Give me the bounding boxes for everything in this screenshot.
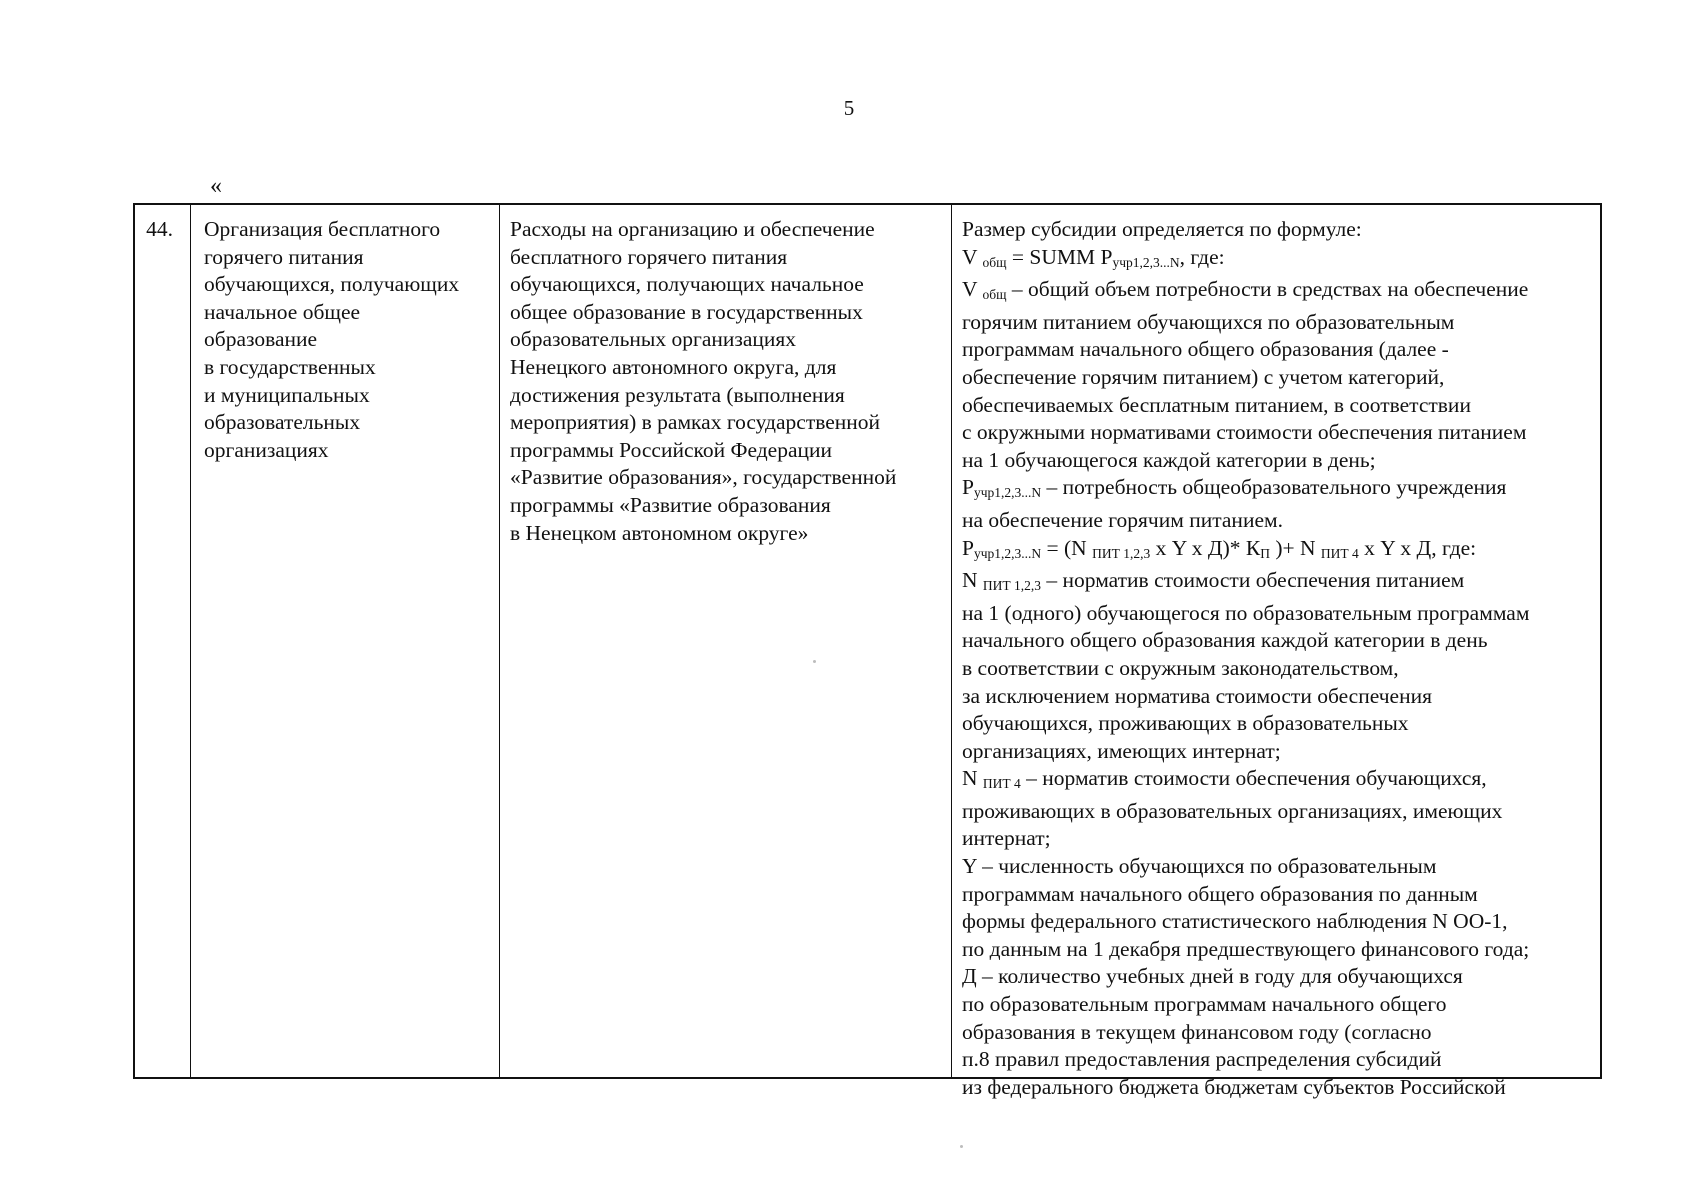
description-line: обучающихся, получающих начальное (510, 272, 864, 297)
measure-name-line: образование (204, 327, 318, 352)
y-definition-line: программам начального общего образования по данным (962, 881, 1478, 906)
description-line: Ненецкого автономного округа, для (510, 354, 837, 379)
subsidy-formula-cell (952, 205, 1600, 1099)
v-definition-line: горячим питанием обучающихся по образовательным (962, 309, 1455, 334)
scan-speck (813, 660, 816, 663)
measure-name-line: обучающихся, получающих (204, 272, 460, 297)
v-definition-line: на 1 обучающегося каждой категории в день; (962, 447, 1376, 472)
d-definition-line: п.8 правил предоставления распределения субсидий (962, 1047, 1442, 1072)
description-line: образовательных организациях (510, 327, 797, 352)
p-definition-line: на обеспечение горячим питанием. (962, 507, 1283, 532)
description-line: мероприятия) в рамках государственной (510, 410, 881, 435)
description-line: достижения результата (выполнения (510, 382, 845, 407)
n123-definition: N $_{ПИТ 1,2,3}$ – норматив стоимости обеспечения питанием (962, 568, 1465, 594)
y-definition-line: формы федерального статистического наблюдения N ОО-1, (962, 909, 1508, 934)
v-definition-line: обеспечиваемых бесплатным питанием, в соответствии (962, 392, 1471, 417)
n123-definition-line: организациях, имеющих интернат; (962, 738, 1281, 763)
d-definition-line: из федерального бюджета бюджетам субъектов Российской (962, 1074, 1506, 1099)
y-definition-line: по данным на 1 декабря предшествующего финансового года; (962, 936, 1530, 961)
n123-definition-line: обучающихся, проживающих в образовательных (962, 711, 1409, 736)
measure-name-line: организациях (204, 437, 329, 462)
row-number-cell (135, 205, 191, 1077)
v-definition-line: программам начального общего образования (далее - (962, 337, 1449, 362)
n123-definition-line: в соответствии с окружным законодательством, (962, 655, 1399, 680)
measure-name-cell (191, 205, 500, 1077)
n4-definition: N $_{ПИТ 4}$ – норматив стоимости обеспечения обучающихся, (962, 766, 1487, 792)
document-table (133, 203, 1602, 1099)
scan-speck (960, 1145, 963, 1148)
d-definition-line: образования в текущем финансовом году (согласно (962, 1019, 1432, 1044)
page-number: 5 (843, 96, 855, 120)
p-definition: $P_{учр1,2,3...N}$ – потребность общеобразовательного учреждения (962, 475, 1507, 501)
row-number: 44. (146, 217, 173, 241)
v-definition: V $_{общ}$ – общий объем потребности в средствах на обеспечение (962, 277, 1529, 303)
d-definition-line: по образовательным программам начального общего (962, 992, 1447, 1017)
n123-definition-line: начального общего образования каждой категории в день (962, 628, 1488, 653)
measure-name-line: горячего питания (204, 244, 364, 269)
description-line: программы Российской Федерации (510, 437, 833, 462)
n123-definition-line: на 1 (одного) обучающегося по образовательным программам (962, 600, 1530, 625)
d-definition-line: Д – количество учебных дней в году для обучающихся (962, 964, 1463, 989)
n4-definition-line: интернат; (962, 826, 1051, 851)
description-line: общее образование в государственных (510, 299, 863, 324)
n123-definition-line: за исключением норматива стоимости обеспечения (962, 683, 1432, 708)
v-definition-line: с окружными нормативами стоимости обеспечения питанием (962, 420, 1527, 445)
institution-need-formula: $P_{учр1,2,3...N} = (N$ $_{ПИТ 1,2,3}$ х Y х Д)* $К_П$ )+ N $_{ПИТ 4}$ х Y х Д, где: (962, 535, 1477, 561)
description-line: «Развитие образования», государственной (510, 465, 897, 490)
measure-name-line: и муниципальных (204, 382, 370, 407)
description-line: Расходы на организацию и обеспечение (510, 217, 875, 241)
y-definition-line: Y – численность обучающихся по образовательным (962, 854, 1437, 879)
opening-quote-mark: « (210, 173, 222, 199)
total-volume-formula: V $_{общ}$ = SUMM $P_{учр1,2,3...N}$, где: (962, 244, 1225, 270)
n4-definition-line: проживающих в образовательных организациях, имеющих (962, 798, 1503, 823)
description-line: бесплатного горячего питания (510, 244, 788, 269)
measure-name-line: начальное общее (204, 299, 361, 324)
expenditure-description-cell (500, 205, 952, 1077)
description-line: программы «Развитие образования (510, 492, 831, 517)
description-line: в Ненецком автономном округе» (510, 520, 809, 545)
formula-intro: Размер субсидии определяется по формуле: (962, 217, 1362, 241)
v-definition-line: обеспечение горячим питанием) с учетом категорий, (962, 364, 1445, 389)
measure-name-line: образовательных (204, 410, 361, 435)
measure-name-line: Организация бесплатного (204, 217, 441, 241)
measure-name-line: в государственных (204, 354, 376, 379)
